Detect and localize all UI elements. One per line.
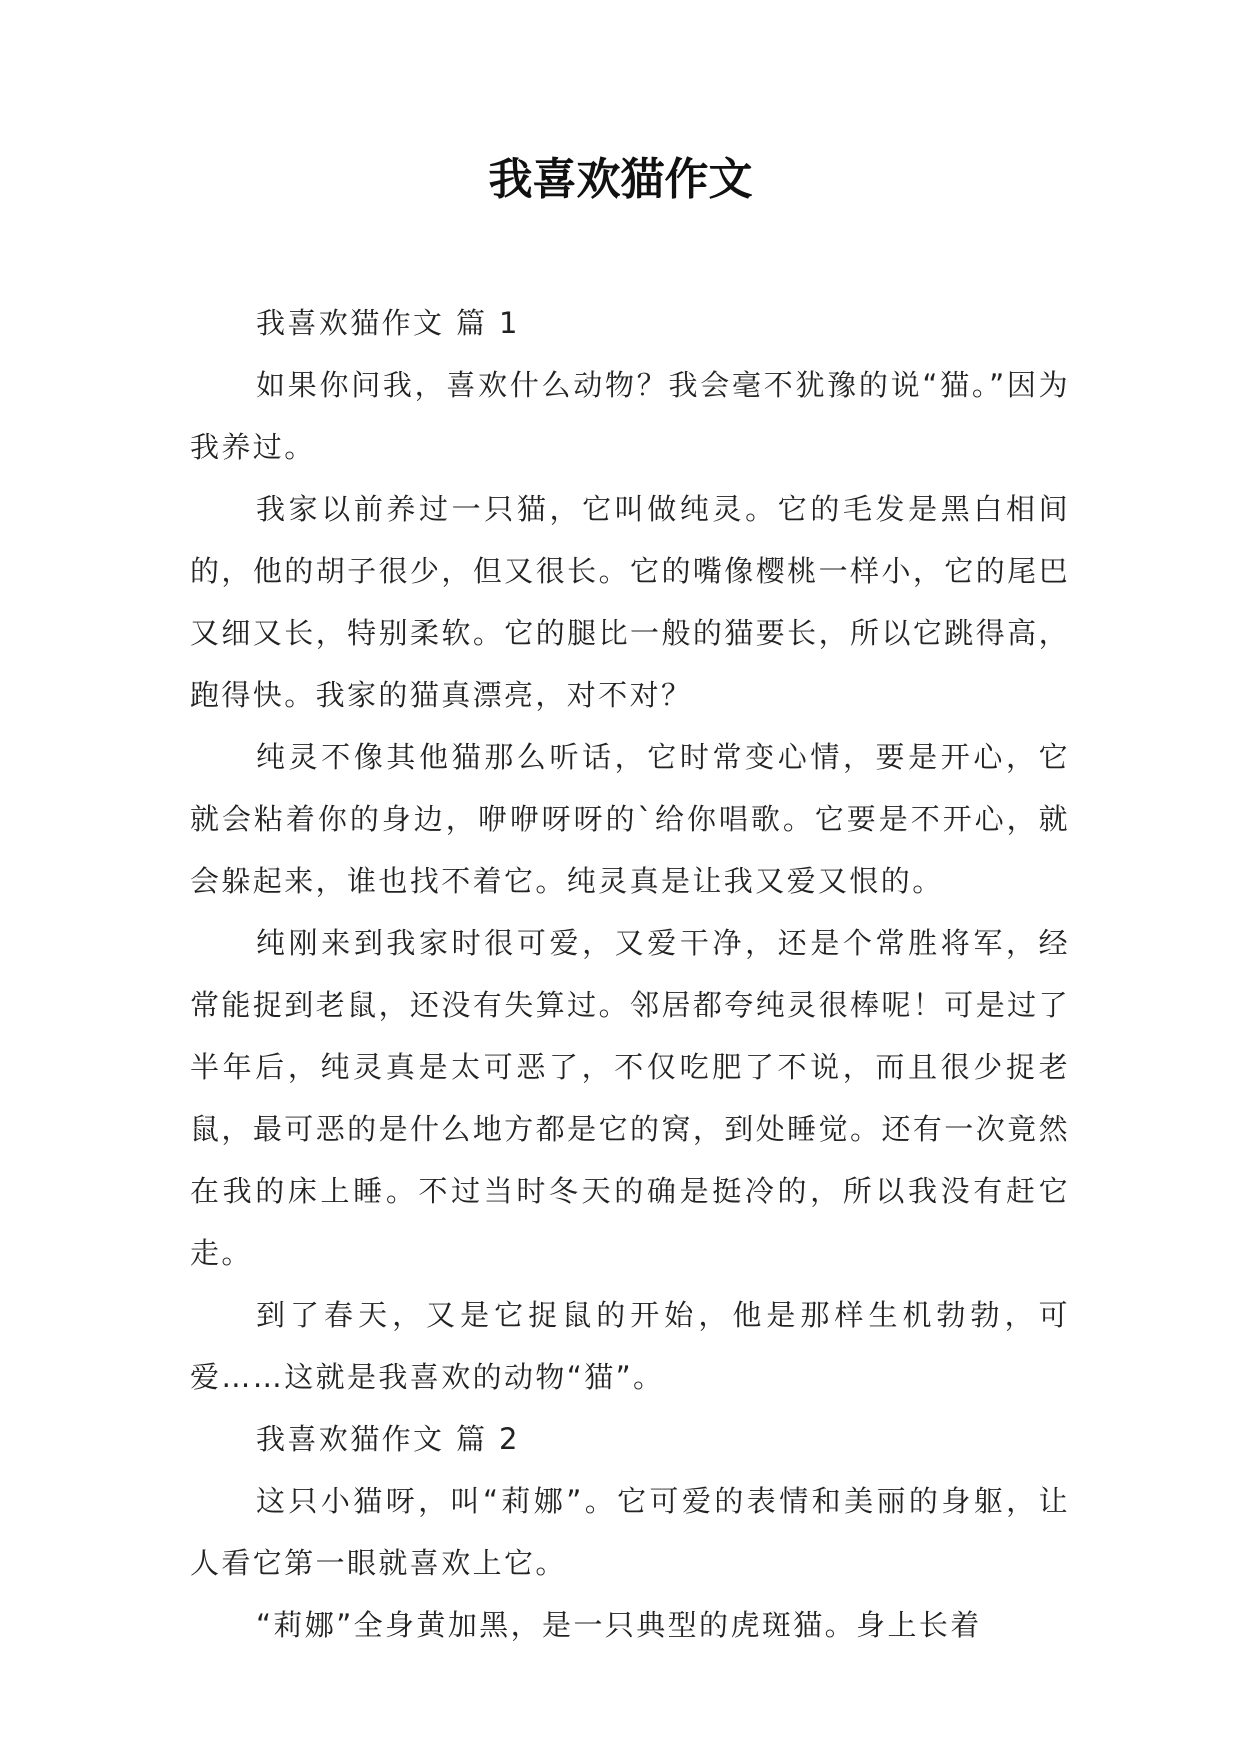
paragraph: 我家以前养过一只猫，它叫做纯灵。它的毛发是黑白相间的，他的胡子很少，但又很长。它的嘴像樱桃一样小，它的尾巴又细又长，特别柔软。它的腿比一般的猫要长，所以它跳得高，跑得快。我家的猫真漂亮，对不对？: [190, 492, 1070, 712]
paragraph: 如果你问我，喜欢什么动物？我会毫不犹豫的说“猫。”因为我养过。: [190, 368, 1070, 464]
paragraph: 纯灵不像其他猫那么听话，它时常变心情，要是开心，它就会粘着你的身边，咿咿呀呀的`给你唱歌。它要是不开心，就会躲起来，谁也找不着它。纯灵真是让我又爱又恨的。: [190, 740, 1070, 898]
document-title: 我喜欢猫作文: [488, 154, 753, 205]
paragraph: “莉娜”全身黄加黑，是一只典型的虎斑猫。身上长着: [256, 1608, 982, 1642]
section-heading: 我喜欢猫作文 篇 1: [256, 306, 520, 340]
paragraph: 这只小猫呀，叫“莉娜”。它可爱的表情和美丽的身躯，让人看它第一眼就喜欢上它。: [190, 1484, 1070, 1580]
paragraph: 到了春天，又是它捉鼠的开始，他是那样生机勃勃，可爱……这就是我喜欢的动物“猫”。: [190, 1298, 1070, 1394]
document-body: [190, 292, 1070, 1656]
paragraph: 纯刚来到我家时很可爱，又爱干净，还是个常胜将军，经常能捉到老鼠，还没有失算过。邻居都夸纯灵很棒呢！可是过了半年后，纯灵真是太可恶了，不仅吃肥了不说，而且很少捉老鼠，最可恶的是什么地方都是它的窝，到处睡觉。还有一次竟然在我的床上睡。不过当时冬天的确是挺冷的，所以我没有赶它走。: [190, 926, 1070, 1270]
section-heading: 我喜欢猫作文 篇 2: [256, 1422, 520, 1456]
